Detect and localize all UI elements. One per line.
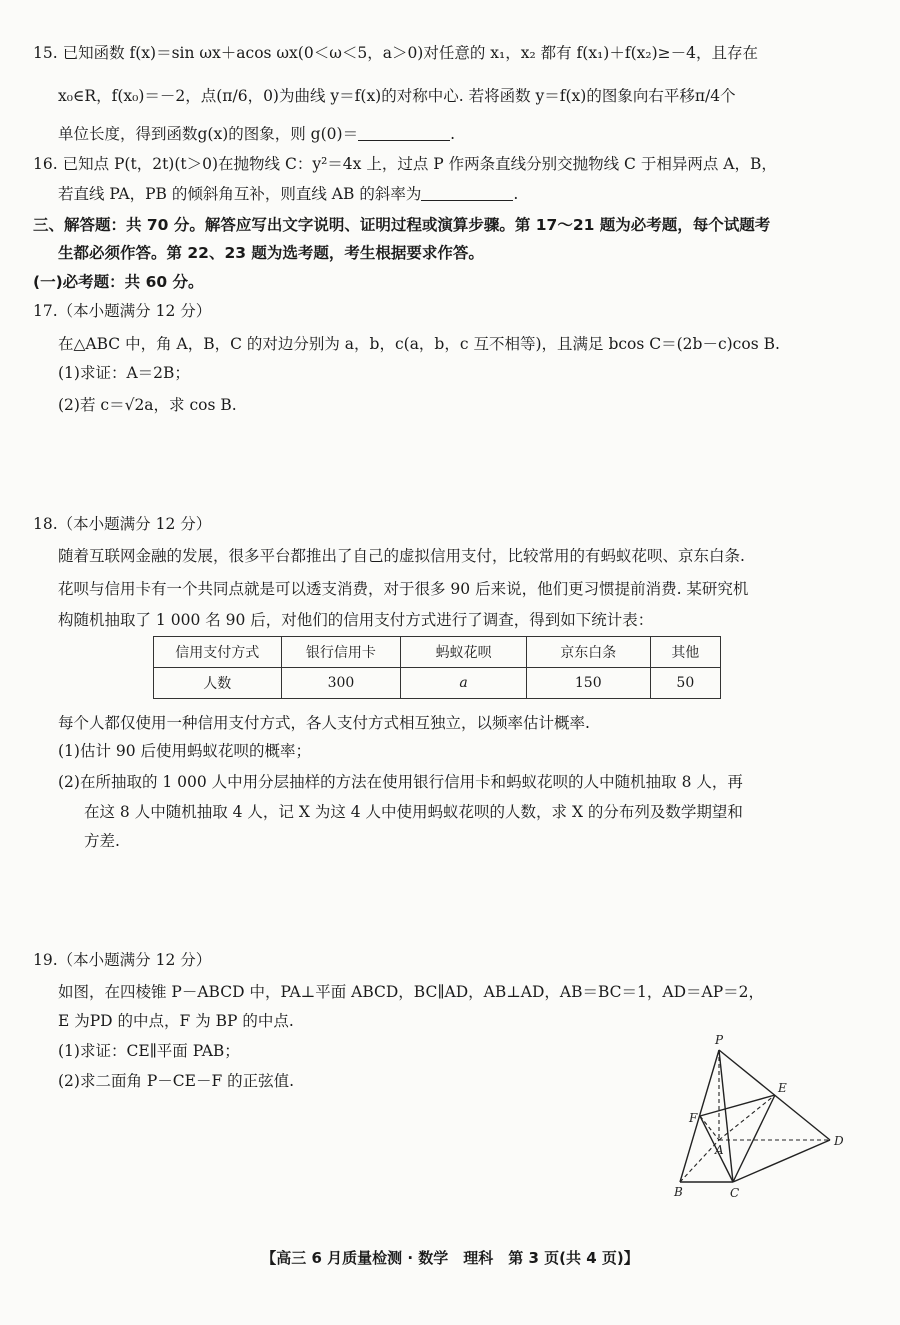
q18-part2-line3: 方差. — [84, 832, 120, 850]
table-cell: 50 — [650, 668, 720, 699]
q18-line3: 构随机抽取了 1 000 名 90 后，对他们的信用支付方式进行了调查，得到如下统计表： — [58, 611, 654, 629]
label-B: B — [674, 1185, 683, 1199]
table-header-cell: 其他 — [650, 637, 720, 668]
q19-line2: E 为PD 的中点，F 为 BP 的中点. — [58, 1012, 294, 1030]
label-E: E — [778, 1081, 787, 1095]
table-row — [154, 668, 721, 699]
q16-line2: 若直线 PA，PB 的倾斜角互补，则直线 AB 的斜率为 . — [58, 185, 519, 203]
q18-line4: 每个人都仅使用一种信用支付方式，各人支付方式相互独立，以频率估计概率. — [58, 714, 590, 732]
table-cell: 150 — [526, 668, 650, 699]
table-header-row — [154, 637, 721, 668]
edge-PC — [719, 1050, 733, 1182]
q19-part2: (2)求二面角 P－CE－F 的正弦值. — [58, 1072, 295, 1090]
q19-line1: 如图，在四棱锥 P－ABCD 中，PA⊥平面 ABCD，BC∥AD，AB⊥AD，AB＝BC＝1，AD＝AP＝2， — [58, 983, 764, 1001]
q15-line3: 单位长度，得到函数g(x)的图象，则 g(0)＝ . — [58, 125, 456, 143]
q15-line3-text: 单位长度，得到函数g(x)的图象，则 g(0)＝ — [58, 125, 359, 143]
q15-line1: 15. 已知函数 f(x)＝sin ωx＋acos ωx(0＜ω＜5，a＞0)对任意的 x₁，x₂ 都有 f(x₁)＋f(x₂)≥－4，且存在 — [33, 44, 758, 62]
edge-CE — [733, 1095, 775, 1182]
q17-part2: (2)若 c＝√2a，求 cos B. — [58, 396, 237, 414]
table-cell: 人数 — [154, 668, 282, 699]
label-C: C — [730, 1186, 740, 1200]
q17-head: 17.（本小题满分 12 分） — [33, 302, 212, 320]
q17-part1: (1)求证：A＝2B； — [58, 364, 190, 382]
label-A: A — [715, 1143, 724, 1157]
edge-PB — [680, 1050, 719, 1182]
q18-head: 18.（本小题满分 12 分） — [33, 515, 212, 533]
table-header-cell: 蚂蚁花呗 — [401, 637, 527, 668]
table-cell: 300 — [281, 668, 401, 699]
q15-line2: x₀∈R，f(x₀)＝－2，点(π/6，0)为曲线 y＝f(x)的对称中心. 若将函数 y＝f(x)的图象向右平移π/4个 — [58, 87, 736, 105]
answer-blank[interactable] — [358, 124, 450, 141]
pyramid-figure — [660, 1030, 860, 1205]
edge-FE — [700, 1095, 775, 1116]
q18-line1: 随着互联网金融的发展，很多平台都推出了自己的虚拟信用支付，比较常用的有蚂蚁花呗、京东白条. — [58, 547, 745, 565]
table-header-cell: 信用支付方式 — [154, 637, 282, 668]
q18-line2: 花呗与信用卡有一个共同点就是可以透支消费，对于很多 90 后来说，他们更习惯提前消费. 某研究机 — [58, 580, 749, 598]
q18-part2-line2: 在这 8 人中随机抽取 4 人，记 X 为这 4 人中使用蚂蚁花呗的人数，求 X 的分布列及数学期望和 — [84, 803, 743, 821]
q19-part1: (1)求证：CE∥平面 PAB； — [58, 1042, 240, 1060]
section3-line1: 三、解答题：共 70 分。解答应写出文字说明、证明过程或演算步骤。第 17～21 题为必考题，每个试题考 — [33, 216, 771, 234]
q18-part1: (1)估计 90 后使用蚂蚁花呗的概率； — [58, 742, 312, 760]
payment-stats-table — [153, 636, 721, 699]
answer-blank[interactable] — [421, 184, 513, 201]
edge-CD — [733, 1140, 830, 1182]
edge-AE — [719, 1095, 775, 1140]
section3-line2: 生都必须作答。第 22、23 题为选考题，考生根据要求作答。 — [58, 244, 484, 262]
table-header-cell: 京东白条 — [526, 637, 650, 668]
label-F: F — [689, 1111, 698, 1125]
page-footer: 【高三 6 月质量检测 · 数学 理科 第 3 页(共 4 页)】 — [261, 1249, 639, 1267]
label-D: D — [834, 1134, 844, 1148]
q19-head: 19.（本小题满分 12 分） — [33, 951, 212, 969]
label-P: P — [715, 1033, 724, 1047]
table-cell: a — [401, 668, 527, 699]
q16-line1: 16. 已知点 P(t，2t)(t＞0)在抛物线 C：y²＝4x 上，过点 P 作两条直线分别交抛物线 C 于相异两点 A，B， — [33, 155, 777, 173]
section3-sub: (一)必考题：共 60 分。 — [33, 273, 204, 291]
table-header-cell: 银行信用卡 — [281, 637, 401, 668]
q16-line2-text: 若直线 PA，PB 的倾斜角互补，则直线 AB 的斜率为 — [58, 185, 422, 203]
q17-stem: 在△ABC 中，角 A，B，C 的对边分别为 a，b，c(a，b，c 互不相等)，且满足 bcos C＝(2b－c)cos B. — [58, 335, 780, 353]
q18-part2-line1: (2)在所抽取的 1 000 人中用分层抽样的方法在使用银行信用卡和蚂蚁花呗的人中随机抽取 8 人，再 — [58, 773, 743, 791]
